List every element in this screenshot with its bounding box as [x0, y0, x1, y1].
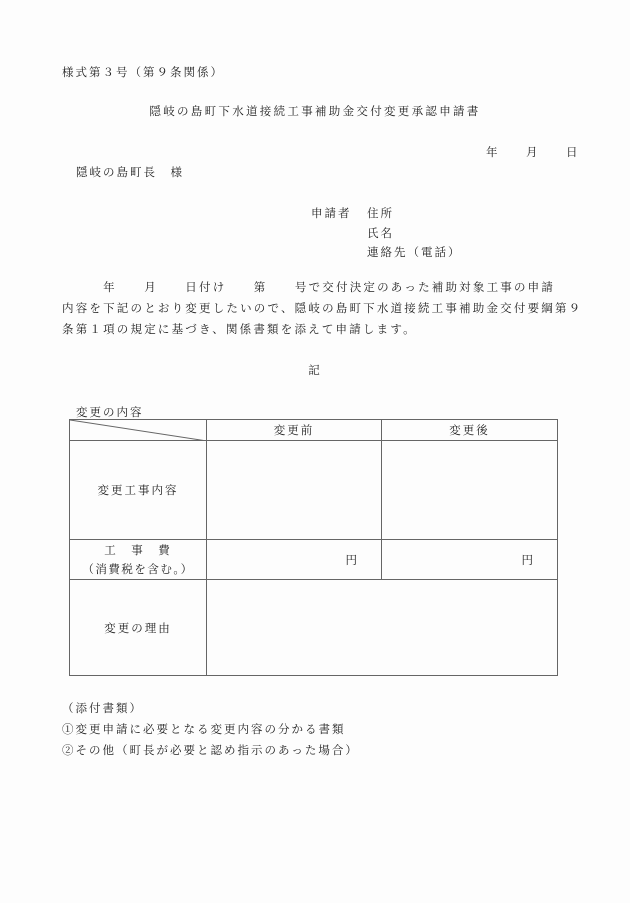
applicant-contact-label: 連絡先（電話）: [367, 245, 462, 259]
attachment-item: ①変更申請に必要となる変更内容の分かる書類: [62, 722, 346, 736]
cost-before[interactable]: 円: [207, 540, 382, 580]
addressee: 隠岐の島町長 様: [76, 165, 184, 179]
header-after: 変更後: [382, 420, 558, 441]
attachment-item: ②その他（町長が必要と認め指示のあった場合）: [62, 743, 359, 757]
form-number: 様式第３号（第９条関係）: [62, 65, 224, 79]
change-table: [69, 419, 558, 676]
attachments-heading: （添付書類）: [62, 701, 143, 715]
document-title: 隠岐の島町下水道接続工事補助金交付変更承認申請書: [149, 104, 481, 118]
applicant-label: 申請者: [311, 206, 352, 220]
applicant-name-label: 氏名: [367, 226, 394, 240]
date-month: 月: [526, 145, 538, 159]
work-content-after[interactable]: [382, 441, 558, 540]
work-content-before[interactable]: [207, 441, 382, 540]
table-row: [70, 540, 558, 580]
row-label-reason: 変更の理由: [70, 580, 207, 676]
table-header-row: [70, 420, 558, 441]
table-row: [70, 441, 558, 540]
reason-field[interactable]: [207, 580, 558, 676]
date-day: 日: [566, 145, 578, 159]
date-year: 年: [486, 145, 498, 159]
row-label-work-content: 変更工事内容: [70, 441, 207, 540]
diagonal-line: [70, 420, 207, 441]
body-line: 内容を下記のとおり変更したいので、隠岐の島町下水道接続工事補助金交付要綱第９: [62, 301, 583, 315]
row-label-construction-cost: [70, 540, 207, 580]
table-row: [70, 580, 558, 676]
body-line: 年 月 日付け 第 号で交付決定のあった補助対象工事の申請: [62, 280, 556, 294]
table-caption: 変更の内容: [76, 405, 144, 419]
header-before: 変更前: [207, 420, 382, 441]
cost-label-line2: （消費税を含む。）: [82, 561, 194, 576]
cost-label-line1: 工 事 費: [104, 542, 172, 557]
applicant-address-label: 住所: [367, 206, 394, 220]
body-line: 条第１項の規定に基づき、関係書類を添えて申請します。: [62, 322, 417, 336]
cost-after[interactable]: 円: [382, 540, 558, 580]
attachments: [62, 698, 359, 761]
date-line: [486, 144, 578, 160]
diagonal-header-cell: [70, 420, 207, 441]
ki-heading: 記: [308, 363, 322, 377]
body-paragraph: [62, 277, 582, 340]
